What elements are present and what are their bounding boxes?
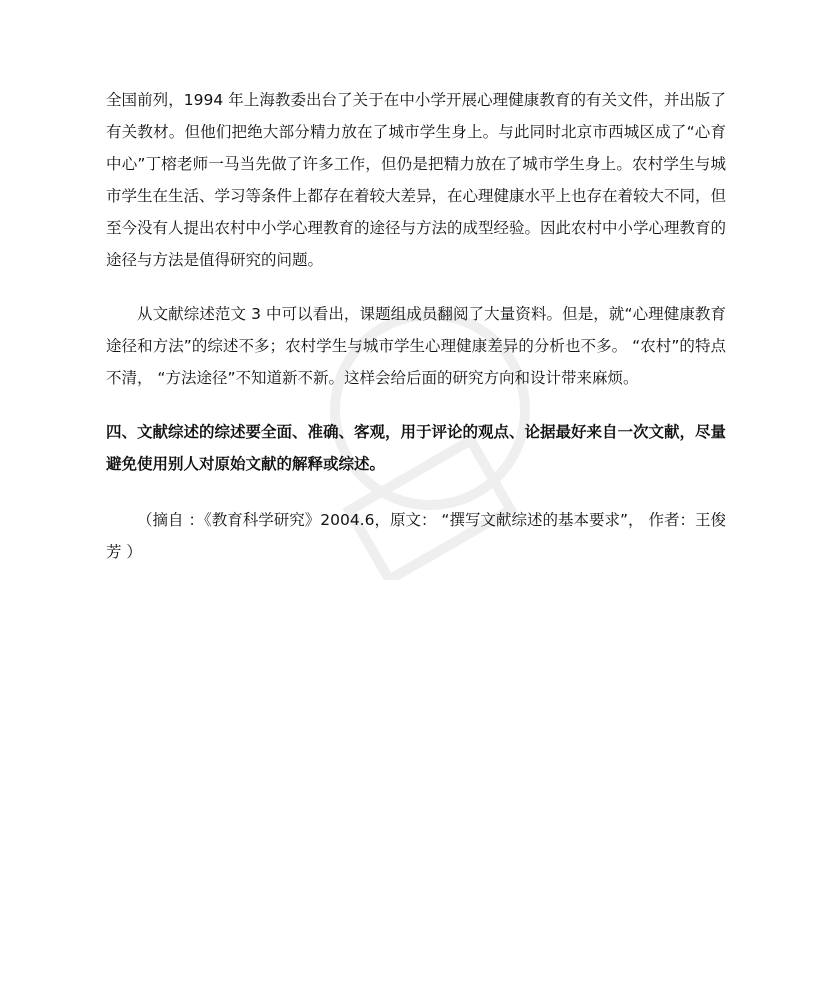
paragraph-analysis: 从文献综述范文 3 中可以看出，课题组成员翻阅了大量资料。但是，就“心理健康教育途径和方法”的综述不多；农村学生与城市学生心理健康差异的分析也不多。 “农村”的特点不清， “方法途径”不知道新不新。这样会给后面的研究方向和设计带来麻烦。 [106, 305, 726, 387]
document-body [106, 84, 726, 568]
section-heading-four: 四、文献综述的综述要全面、准确、客观，用于评论的观点、论据最好来自一次文献，尽量避免使用别人对原始文献的解释或综述。 [106, 423, 727, 473]
citation-source: （摘自 ：《教育科学研究》2004.6，原文： “撰写文献综述的基本要求”， 作者：王俊芳 ） [106, 511, 726, 561]
paragraph-background: 全国前列，1994 年上海教委出台了关于在中小学开展心理健康教育的有关文件，并出版了有关教材。但他们把绝大部分精力放在了城市学生身上。与此同时北京市西城区成了“心育中心”丁榕老师一马当先做了许多工作，但仍是把精力放在了城市学生身上。农村学生与城市学生在生活、学习等条件上都存在着较大差异，在心理健康水平上也存在着较大不同，但至今没有人提出农村中小学心理教育的途径与方法的成型经验。因此农村中小学心理教育的途径与方法是值得研究的问题。 [106, 91, 727, 269]
